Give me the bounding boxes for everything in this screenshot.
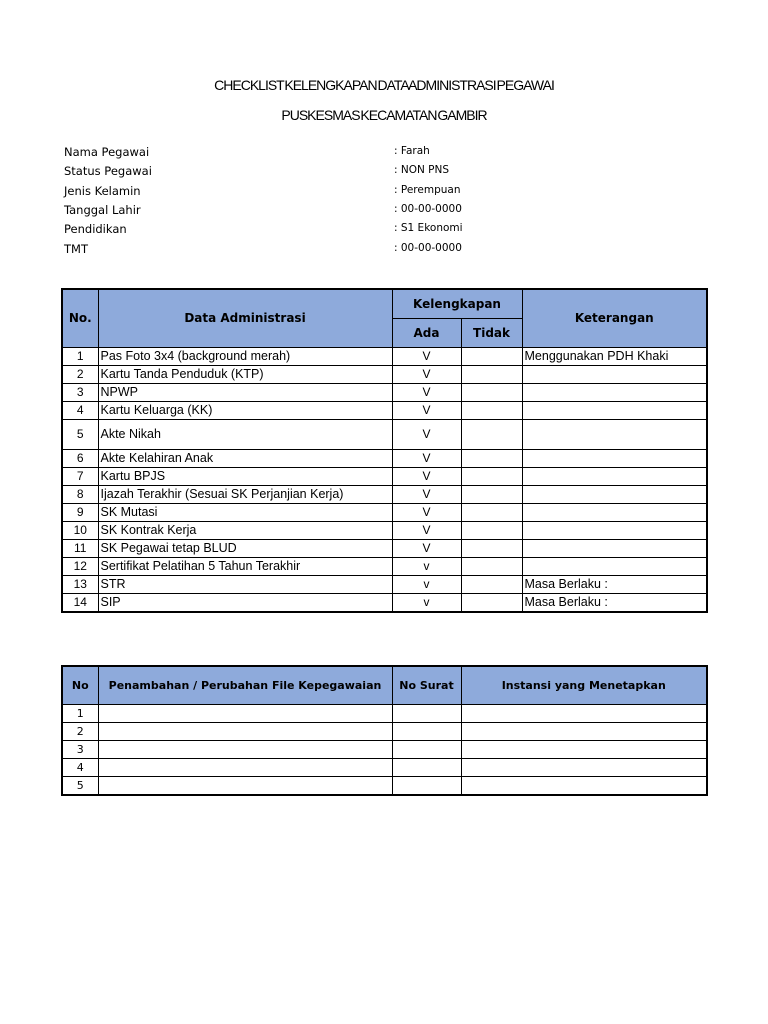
header-no-surat: No Surat	[392, 666, 461, 705]
file-changes-table	[61, 665, 708, 796]
info-label: Pendidikan	[64, 222, 127, 237]
document-name: SIP	[98, 593, 392, 612]
ada-mark: V	[392, 467, 461, 485]
ada-mark: V	[392, 383, 461, 401]
row-number: 3	[62, 383, 98, 401]
document-subtitle: PUSKESMAS KECAMATAN GAMBIR	[281, 107, 487, 123]
table-row	[62, 705, 707, 723]
table-row	[62, 449, 707, 467]
row-number: 2	[62, 365, 98, 383]
document-name: Kartu Tanda Penduduk (KTP)	[98, 365, 392, 383]
instansi-cell	[461, 705, 707, 723]
keterangan-cell	[522, 383, 707, 401]
document-name: Kartu Keluarga (KK)	[98, 401, 392, 419]
info-row	[64, 203, 724, 221]
change-cell	[98, 723, 392, 741]
info-label: Nama Pegawai	[64, 145, 150, 159]
instansi-cell	[461, 723, 707, 741]
tidak-mark	[461, 521, 522, 539]
row-number: 12	[62, 557, 98, 575]
keterangan-cell	[522, 467, 707, 485]
row-number: 14	[62, 593, 98, 612]
surat-cell	[392, 759, 461, 777]
ada-mark: V	[392, 401, 461, 419]
table-row	[62, 593, 707, 612]
document-name: Pas Foto 3x4 (background merah)	[98, 347, 392, 365]
table-row	[62, 503, 707, 521]
header-perubahan-file: Penambahan / Perubahan File Kepegawaian	[98, 666, 392, 705]
row-number: 3	[62, 741, 98, 759]
table-row	[62, 365, 707, 383]
surat-cell	[392, 723, 461, 741]
keterangan-cell	[522, 521, 707, 539]
ada-mark: V	[392, 419, 461, 449]
admin-checklist-table	[61, 288, 708, 613]
info-value: : 00-00-0000	[394, 241, 462, 254]
tidak-mark	[461, 383, 522, 401]
tidak-mark	[461, 419, 522, 449]
ada-mark: V	[392, 449, 461, 467]
info-row	[64, 145, 724, 163]
info-row	[64, 222, 724, 240]
document-name: Akte Kelahiran Anak	[98, 449, 392, 467]
table-row	[62, 467, 707, 485]
info-label: TMT	[64, 241, 88, 256]
keterangan-cell	[522, 401, 707, 419]
change-cell	[98, 741, 392, 759]
row-number: 5	[62, 419, 98, 449]
document-name: Kartu BPJS	[98, 467, 392, 485]
info-row	[64, 164, 724, 182]
table-row	[62, 557, 707, 575]
ada-mark: V	[392, 365, 461, 383]
ada-mark: V	[392, 485, 461, 503]
ada-mark: V	[392, 503, 461, 521]
table-row	[62, 401, 707, 419]
row-number: 1	[62, 705, 98, 723]
row-number: 10	[62, 521, 98, 539]
table-row	[62, 539, 707, 557]
row-number: 9	[62, 503, 98, 521]
tidak-mark	[461, 539, 522, 557]
table-row	[62, 485, 707, 503]
ada-mark: V	[392, 347, 461, 365]
header-kelengkapan: Kelengkapan	[392, 289, 522, 318]
tidak-mark	[461, 575, 522, 593]
tidak-mark	[461, 347, 522, 365]
keterangan-cell: Masa Berlaku :	[522, 575, 707, 593]
document-name: Sertifikat Pelatihan 5 Tahun Terakhir	[98, 557, 392, 575]
header-instansi: Instansi yang Menetapkan	[461, 666, 707, 705]
row-number: 7	[62, 467, 98, 485]
document-name: SK Pegawai tetap BLUD	[98, 539, 392, 557]
document-name: Akte Nikah	[98, 419, 392, 449]
surat-cell	[392, 777, 461, 796]
tidak-mark	[461, 467, 522, 485]
table-row	[62, 723, 707, 741]
table-row	[62, 741, 707, 759]
row-number: 5	[62, 777, 98, 796]
info-row	[64, 242, 724, 260]
table-row	[62, 383, 707, 401]
keterangan-cell	[522, 539, 707, 557]
info-value: : S1 Ekonomi	[394, 222, 463, 235]
row-number: 8	[62, 485, 98, 503]
info-label: Tanggal Lahir	[64, 202, 141, 217]
info-label: Status Pegawai	[64, 164, 152, 179]
row-number: 4	[62, 759, 98, 777]
info-value: : Perempuan	[394, 183, 461, 196]
row-number: 2	[62, 723, 98, 741]
header-no: No.	[62, 289, 98, 347]
change-cell	[98, 759, 392, 777]
change-cell	[98, 705, 392, 723]
tidak-mark	[461, 593, 522, 612]
ada-mark: V	[392, 539, 461, 557]
table-row	[62, 777, 707, 796]
table-row	[62, 521, 707, 539]
table-row	[62, 419, 707, 449]
ada-mark: v	[392, 575, 461, 593]
document-name: NPWP	[98, 383, 392, 401]
keterangan-cell	[522, 419, 707, 449]
tidak-mark	[461, 485, 522, 503]
table-row	[62, 759, 707, 777]
header-ada: Ada	[392, 318, 461, 347]
row-number: 13	[62, 575, 98, 593]
header-data-administrasi: Data Administrasi	[98, 289, 392, 347]
ada-mark: v	[392, 593, 461, 612]
info-value: : 00-00-0000	[394, 202, 462, 215]
keterangan-cell	[522, 503, 707, 521]
document-name: STR	[98, 575, 392, 593]
keterangan-cell: Menggunakan PDH Khaki	[522, 347, 707, 365]
info-label: Jenis Kelamin	[64, 183, 141, 198]
table-row	[62, 575, 707, 593]
keterangan-cell	[522, 485, 707, 503]
row-number: 4	[62, 401, 98, 419]
info-row	[64, 184, 724, 202]
ada-mark: V	[392, 521, 461, 539]
surat-cell	[392, 741, 461, 759]
keterangan-cell: Masa Berlaku :	[522, 593, 707, 612]
keterangan-cell	[522, 557, 707, 575]
row-number: 6	[62, 449, 98, 467]
tidak-mark	[461, 401, 522, 419]
row-number: 11	[62, 539, 98, 557]
instansi-cell	[461, 759, 707, 777]
change-cell	[98, 777, 392, 796]
surat-cell	[392, 705, 461, 723]
row-number: 1	[62, 347, 98, 365]
keterangan-cell	[522, 365, 707, 383]
ada-mark: v	[392, 557, 461, 575]
header-tidak: Tidak	[461, 318, 522, 347]
header-no: No	[62, 666, 98, 705]
tidak-mark	[461, 503, 522, 521]
keterangan-cell	[522, 449, 707, 467]
tidak-mark	[461, 449, 522, 467]
tidak-mark	[461, 365, 522, 383]
info-value: : Farah	[394, 145, 430, 157]
header-keterangan: Keterangan	[522, 289, 707, 347]
document-title: CHECKLIST KELENGKAPAN DATA ADMINISTRASI PEGAWAI	[214, 77, 554, 93]
table-row	[62, 347, 707, 365]
document-name: Ijazah Terakhir (Sesuai SK Perjanjian Kerja)	[98, 485, 392, 503]
instansi-cell	[461, 777, 707, 796]
tidak-mark	[461, 557, 522, 575]
instansi-cell	[461, 741, 707, 759]
info-value: : NON PNS	[394, 164, 450, 177]
document-name: SK Kontrak Kerja	[98, 521, 392, 539]
document-name: SK Mutasi	[98, 503, 392, 521]
